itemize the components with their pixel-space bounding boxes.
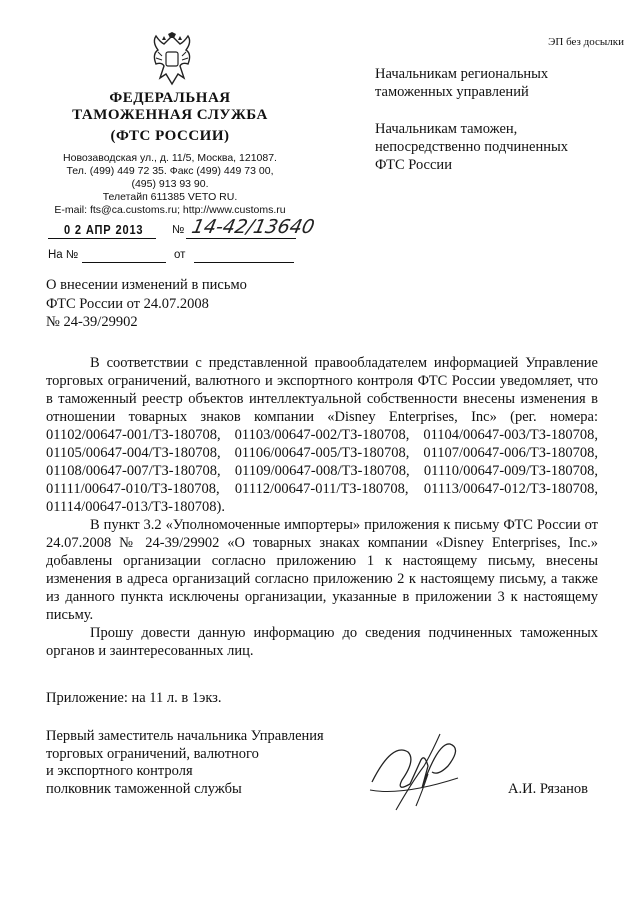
body-paragraph-2: В пункт 3.2 «Уполномоченные импортеры» приложения к письму ФТС России от 24.07.2008 № 24-39/29902 «О товарных знаках компании «Disney Enterprises, Inc.» добавлены организации согласно приложению 1 к настоящему письму, внесены изменения в адреса организаций согласно приложению 2 к настоящему письму, а также из данного пункта исключены организации, указанные в приложении 3 к настоящему письму. [46,517,598,623]
registration-date: 0 2 АПР 2013 [64,222,144,237]
signature-line2: торговых ограничений, валютного [46,745,259,762]
subject-line1: О внесении изменений в письмо [46,277,247,293]
registration-number: 14-42/13640 [189,216,317,238]
signature-line4: полковник таможенной службы [46,780,242,797]
subject [46,276,247,332]
coat-of-arms-icon [148,32,196,88]
delivery-note: ЭП без досылки [548,36,624,48]
org-phone2: (495) 913 93 90. [131,178,209,190]
recipient2-line1: Начальникам таможен, [375,121,518,137]
signature-line3: и экспортного контроля [46,763,193,779]
number-prefix: № [172,224,185,236]
reference-date-underline [194,262,294,263]
letter-body [46,354,598,660]
number-underline [186,238,296,239]
attachment-note: Приложение: на 11 л. в 1экз. [46,690,222,706]
recipient2-line2: непосредственно подчиненных [375,139,568,155]
org-phone: Тел. (499) 449 72 35. Факс (499) 449 73 00, [66,165,274,177]
recipient2-line3: ФТС России [375,157,452,173]
reference-from: от [174,249,186,261]
org-address: Новозаводская ул., д. 11/5, Москва, 121087. [63,152,277,164]
recipient1-line2: таможенных управлений [375,84,529,100]
handwritten-signature [362,722,472,814]
org-name-line1: ФЕДЕРАЛЬНАЯ [109,90,231,106]
date-underline [48,238,156,239]
subject-line3: № 24-39/29902 [46,314,138,330]
reference-prefix: На № [48,249,79,261]
org-email: E-mail: fts@ca.customs.ru; http://www.customs.ru [54,204,286,216]
subject-line2: ФТС России от 24.07.2008 [46,295,209,312]
body-paragraph-3: Прошу довести данную информацию до сведения подчиненных таможенных органов и заинтересованных лиц. [46,625,598,659]
recipient1-line1: Начальникам региональных [375,66,549,82]
org-abbr: (ФТС РОССИИ) [110,128,230,144]
org-name-line2: ТАМОЖЕННАЯ СЛУЖБА [72,107,268,123]
reference-underline [82,262,166,263]
signature-title [46,728,324,798]
signatory-name: А.И. Рязанов [508,781,589,797]
signature-line1: Первый заместитель начальника Управления [46,728,324,744]
body-paragraph-1: В соответствии с представленной правообладателем информацией Управление торговых ограничений, валютного и экспортного контроля ФТС России уведомляет, что в таможенный реестр объектов интеллектуальной собственности внесены изменения в отношении товарных знаков компании «Disney Enterprises, Inc» (рег. номера: 01102/00647-001/ТЗ-180708, 01103/00647-002/ТЗ-180708, 01104/00647-003/ТЗ-180708, 01105/00647-004/ТЗ-180708, 01106/00647-005/ТЗ-180708, 01107/00647-006/ТЗ-180708, 01108/00647-007/ТЗ-180708, 01109/00647-008/ТЗ-180708, 01110/00647-009/ТЗ-180708, 01111/00647-010/ТЗ-180708, 01112/00647-011/ТЗ-180708, 01113/00647-012/ТЗ-180708, 01114/00647-013/ТЗ-180708). [46,355,598,515]
org-telegraph: Телетайп 611385 VETO RU. [102,191,238,203]
